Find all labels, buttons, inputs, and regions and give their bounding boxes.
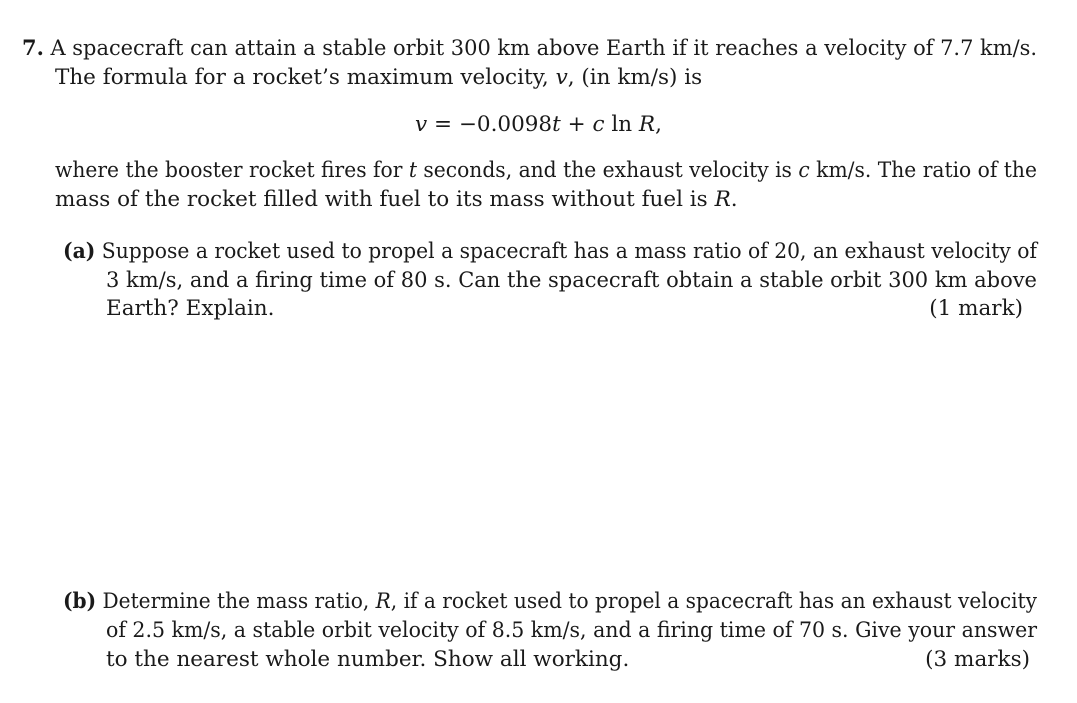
- formula-R: R: [638, 112, 656, 137]
- part-a-text-3: Earth? Explain.: [106, 296, 275, 321]
- question-intro-line-2b: , (in km/s) is: [567, 65, 703, 90]
- where-text-2b: .: [730, 187, 738, 212]
- part-b-line-3: [106, 645, 629, 674]
- formula-c: c: [592, 112, 605, 137]
- part-a-line-2: [106, 266, 1037, 295]
- where-text-1d: km/s. The ratio of the: [809, 158, 1037, 183]
- part-a-line-1: [63, 237, 1037, 266]
- velocity-formula: [0, 110, 1077, 139]
- formula-comma: ,: [655, 112, 662, 137]
- where-text-1a: where the booster rocket fires for: [55, 158, 409, 183]
- part-a-marks: (1 mark): [929, 296, 1023, 321]
- variable-v: v: [555, 65, 568, 90]
- part-b-text-3: to the nearest whole number. Show all working.: [106, 647, 630, 672]
- where-line-1: [55, 156, 1037, 185]
- formula-v: v: [415, 112, 428, 137]
- where-var-t: t: [408, 158, 417, 183]
- part-b-marks: (3 marks): [925, 647, 1030, 672]
- question-line-2: [55, 63, 702, 92]
- part-b-text-2: of 2.5 km/s, a stable orbit velocity of 8.5 km/s, and a firing time of 70 s. Give your answer: [106, 618, 1037, 643]
- question-number: 7.: [22, 36, 44, 61]
- where-line-2: [55, 185, 738, 214]
- part-b-text-1a: Determine the mass ratio,: [102, 589, 376, 614]
- where-text-1b: seconds, and the exhaust velocity is: [416, 158, 799, 183]
- part-b-text-1b: , if a rocket used to propel a spacecraft has an exhaust velocity: [390, 589, 1038, 614]
- formula-ln: ln: [604, 112, 639, 137]
- formula-plus: +: [560, 112, 593, 137]
- question-intro-line-1: A spacecraft can attain a stable orbit 300 km above Earth if it reaches a velocity of 7.7 km/s.: [50, 36, 1038, 61]
- where-text-2a: mass of the rocket filled with fuel to its mass without fuel is: [55, 187, 715, 212]
- question-line-1: [22, 34, 1037, 63]
- formula-t: t: [552, 112, 561, 137]
- part-a-text-2: 3 km/s, and a firing time of 80 s. Can the spacecraft obtain a stable orbit 300 km above: [106, 268, 1037, 293]
- where-var-c: c: [798, 158, 810, 183]
- part-a-line-3: [106, 294, 274, 323]
- part-b-line-2: [106, 616, 1037, 645]
- part-a-text-1: Suppose a rocket used to propel a spacecraft has a mass ratio of 20, an exhaust velocity of: [101, 239, 1038, 264]
- formula-coefficient: = −0.0098: [427, 112, 553, 137]
- question-intro-line-2a: The formula for a rocket’s maximum velocity,: [55, 65, 556, 90]
- part-b-label: (b): [63, 589, 97, 614]
- part-a-label: (a): [63, 239, 96, 264]
- part-b-var-R: R: [375, 589, 391, 614]
- part-b-line-1: [63, 587, 1037, 616]
- where-var-R: R: [714, 187, 731, 212]
